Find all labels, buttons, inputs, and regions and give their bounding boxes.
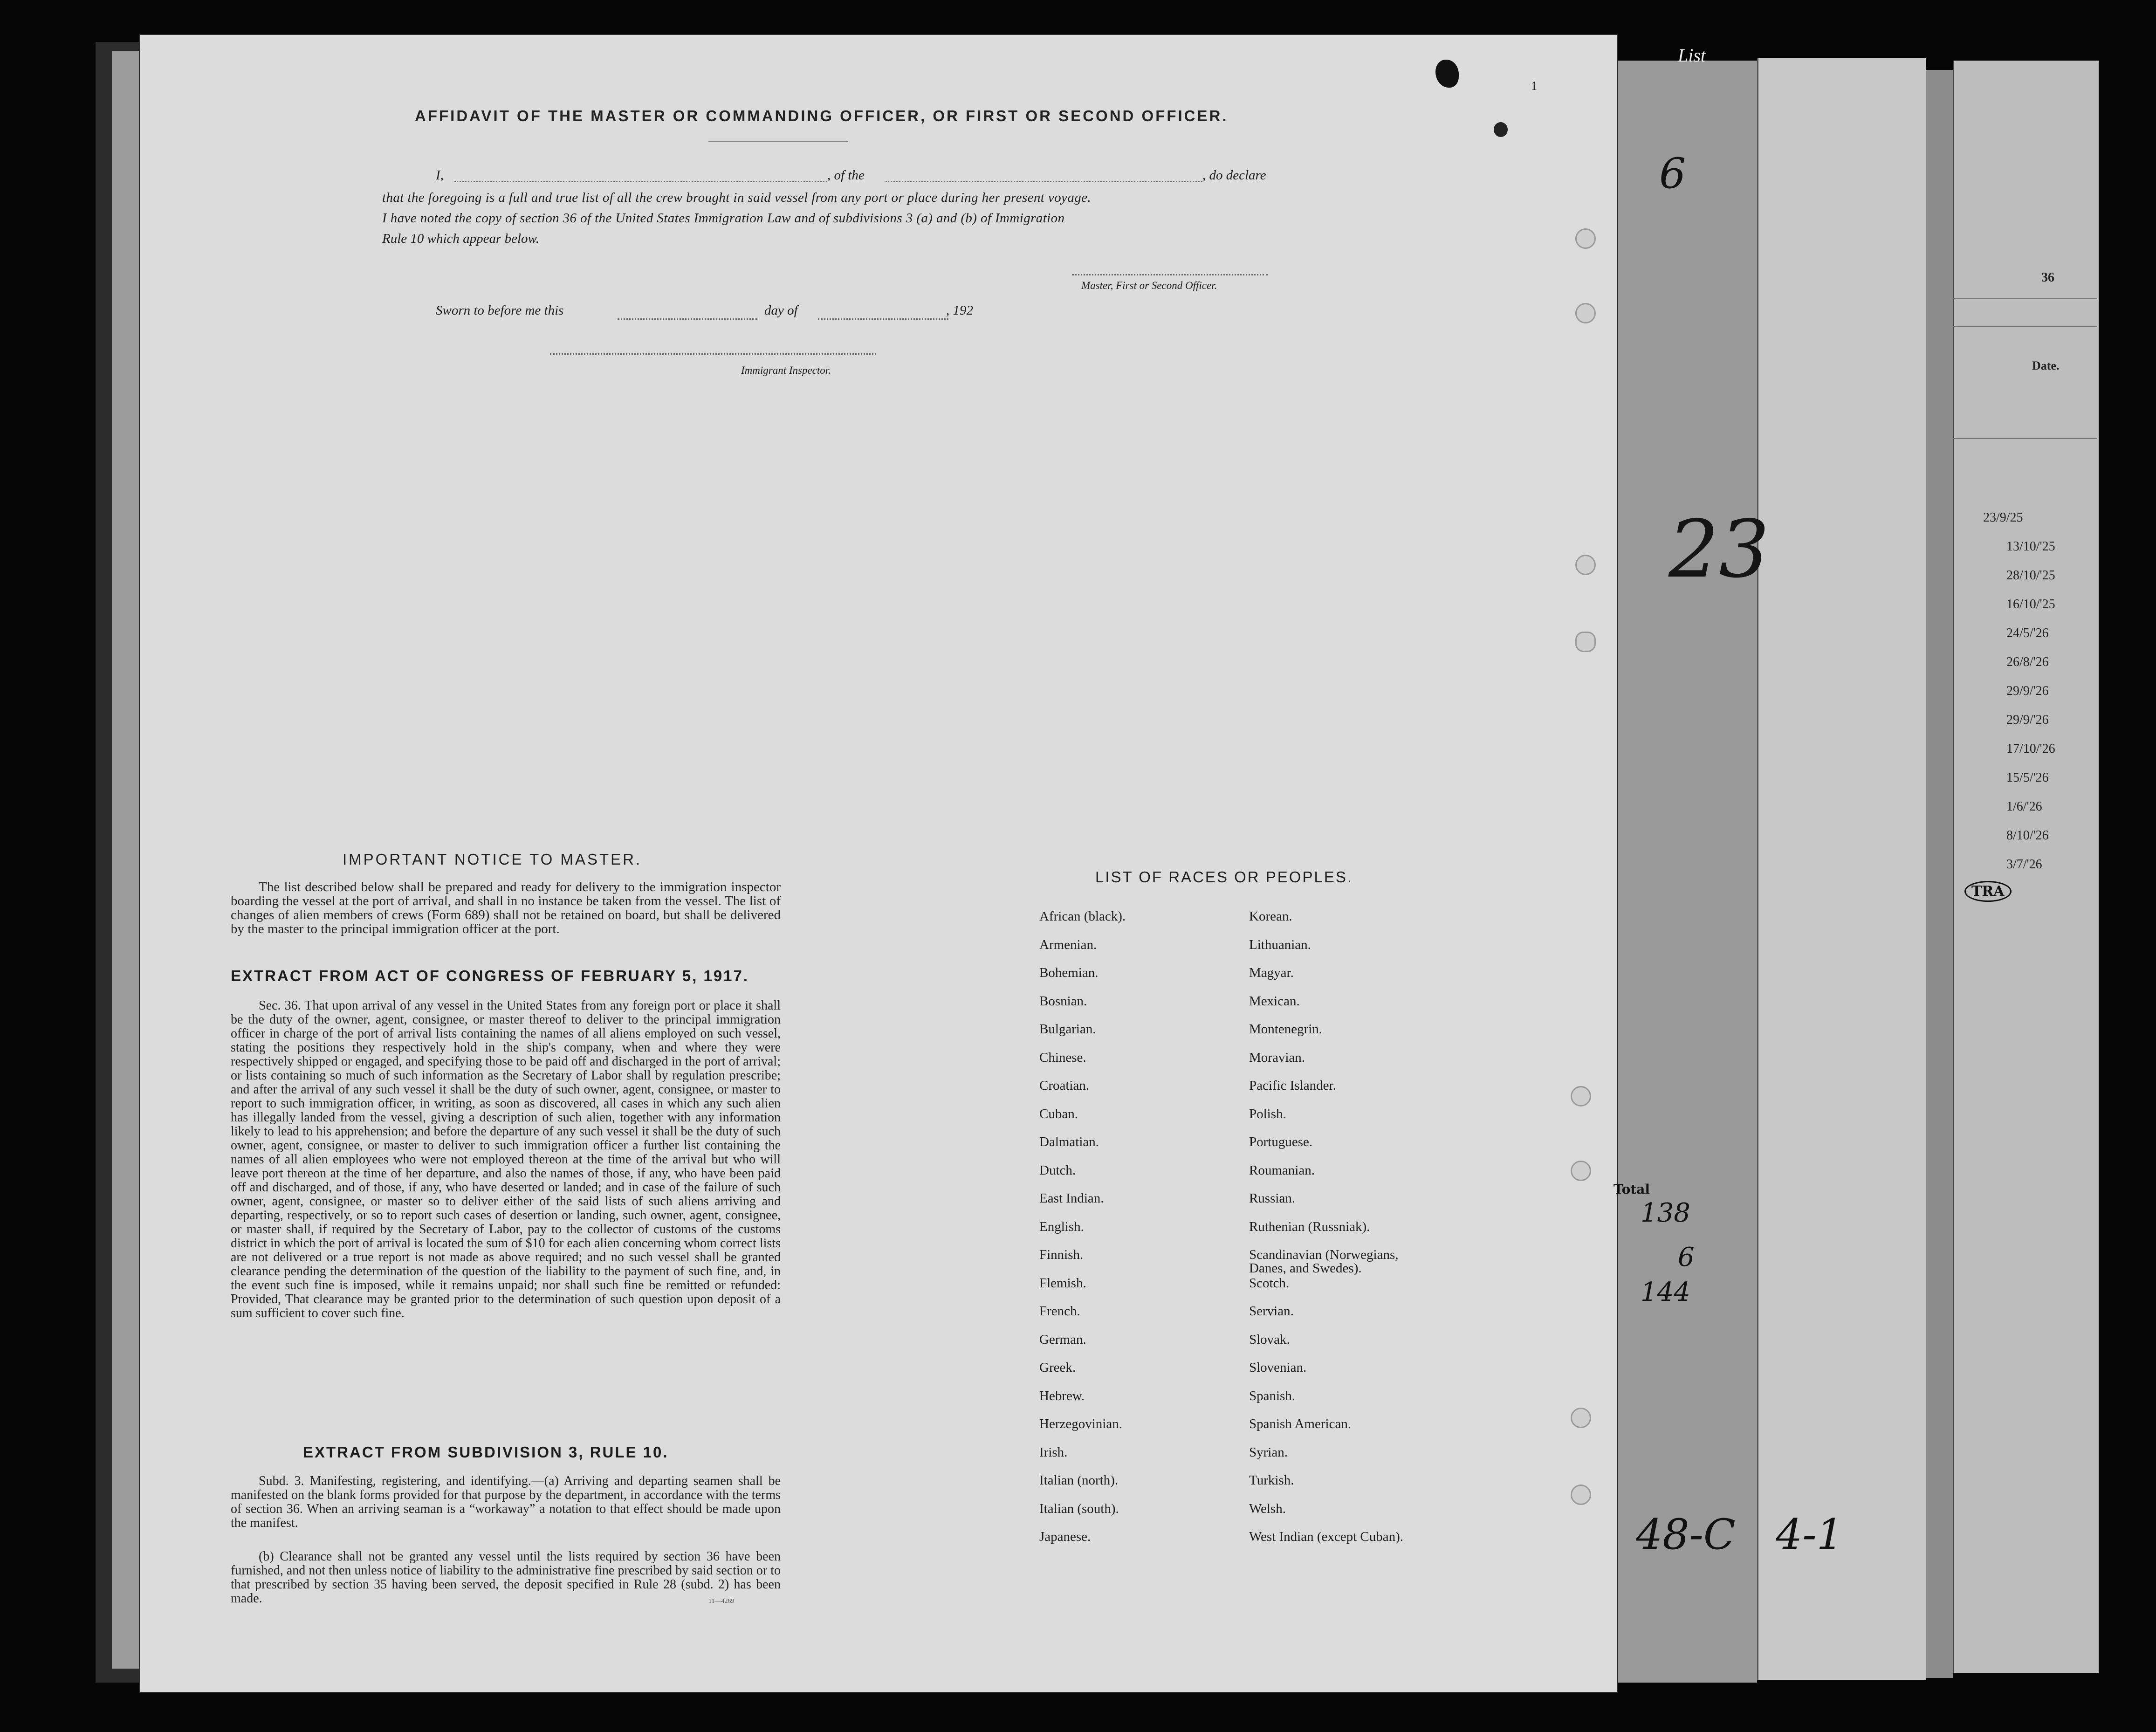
race-item: Dutch.	[1039, 1162, 1076, 1178]
ledger-date: 15/5/'26	[2006, 770, 2049, 785]
form-code: 11—4269	[708, 1598, 735, 1605]
race-item: Bulgarian.	[1039, 1022, 1096, 1037]
ledger-date-header: Date.	[2032, 359, 2060, 372]
race-item: Korean.	[1249, 909, 1292, 924]
punch-hole	[1571, 1161, 1591, 1181]
race-item: Scandinavian (Norwegians,	[1249, 1247, 1399, 1262]
race-item: African (black).	[1039, 909, 1126, 924]
inspector-label: Immigrant Inspector.	[741, 364, 831, 376]
ledger-page-number: 36	[2041, 270, 2054, 285]
handwritten-total-1: 138	[1641, 1198, 1690, 1228]
race-item: Chinese.	[1039, 1050, 1086, 1065]
race-item: Pacific Islander.	[1249, 1078, 1336, 1093]
sworn-month-line	[818, 318, 948, 320]
race-item: English.	[1039, 1219, 1084, 1234]
ledger-date: 29/9/'26	[2006, 684, 2049, 698]
ledger-date: 13/10/'25	[2006, 539, 2055, 554]
ledger-date: 1/6/'26	[2006, 799, 2042, 814]
notice-body: The list described below shall be prepared and ready for delivery to the immigration inspector boarding the vessel at the port of arrival, and shall in no instance be taken from the vessel. The list of changes of alien members of crews (Form 689) shall not be retained on board, but shall be delivered by the master to the principal immigration officer at the port.	[231, 880, 781, 936]
ledger-date: 16/10/'25	[2006, 597, 2055, 612]
ledger-rule	[1953, 326, 2097, 327]
race-item: Slovak.	[1249, 1332, 1290, 1347]
master-label: Master, First or Second Officer.	[1081, 280, 1217, 291]
notice-title: IMPORTANT NOTICE TO MASTER.	[343, 851, 642, 868]
title-divider	[708, 141, 848, 142]
ledger-date: 29/9/'26	[2006, 713, 2049, 727]
inspector-signature-line	[550, 353, 876, 355]
race-item: German.	[1039, 1332, 1086, 1347]
race-item: Ruthenian (Russniak).	[1249, 1219, 1370, 1234]
act-extract-body: Sec. 36. That upon arrival of any vessel in the United States from any foreign port or place it shall be the duty of the owner, agent, consignee, or master thereof to deliver to the principal immigration officer in charge of the port of arrival lists containing the names of all aliens employed on such vessel, stating the positions they respectively hold in the ship's company, when and where they were respectively shipped or engaged, and specifying those to be paid off and discharged in the port of arrival; or lists containing so much of such information as the Secretary of Labor shall by regulation prescribe; and after the arrival of any such vessel it shall be the duty of such owner, agent, consignee, or master to report to such immigration officer, in writing, as soon as discovered, all cases in which any such alien has illegally landed from the vessel, giving a description of such alien, together with any information likely to lead to his apprehension; and before the departure of any such vessel it shall be the duty of such owner, agent, consignee, or master to deliver to such immigration officer a further list containing the names of all alien employees who were not employed thereon at the time of the arrival but who will leave port thereon at the time of her departure, and also the names of those, if any, who have been paid off and discharged, and of those, if any, who have deserted or landed; and in case of the failure of such owner, agent, consignee, or master so to deliver either of the said lists of such aliens arriving and departing, respectively, or so to report such cases of desertion or landing, such owner, agent, consignee, or master shall, if required by the Secretary of Labor, pay to the collector of customs of the customs district in which the port of arrival is located the sum of $10 for each alien concerning whom correct lists are not delivered or a true report is not made as above required; and no such vessel shall be granted clearance pending the determination of the question of the liability to the payment of such fine, and, in the event such fine is imposed, while it remains unpaid; nor shall such fine be remitted or refunded: Provided, That clearance may be granted prior to the determination of such question upon deposit of a sum sufficient to cover such fine.	[231, 998, 781, 1320]
ledger-date: 3/7/'26	[2006, 857, 2042, 872]
punch-hole	[1571, 1408, 1591, 1428]
race-item: Montenegrin.	[1249, 1022, 1323, 1037]
race-item: Herzegovinian.	[1039, 1416, 1122, 1431]
races-title: LIST OF RACES OR PEOPLES.	[1095, 868, 1353, 886]
ledger-date: 17/10/'26	[2006, 742, 2055, 756]
race-item: Croatian.	[1039, 1078, 1090, 1093]
race-item: Roumanian.	[1249, 1162, 1315, 1178]
handwritten-total-3: 144	[1641, 1277, 1690, 1307]
rule-extract-body-b: (b) Clearance shall not be granted any vessel until the lists required by section 36 have been furnished, and not then unless notice of liability to the administrative fine prescribed by said section or to that prescribed by section 35 having been served, the deposit specified in Rule 28 (subd. 2) has been made.	[231, 1549, 781, 1606]
affidavit-line-1: that the foregoing is a full and true list of all the crew brought in said vessel from any port or place during her present voyage.	[382, 190, 1092, 205]
race-item: Spanish American.	[1249, 1416, 1352, 1431]
year-label: , 192	[946, 303, 973, 318]
sworn-day-line	[618, 318, 757, 320]
race-item: Italian (north).	[1039, 1473, 1119, 1488]
race-item: Polish.	[1249, 1106, 1286, 1121]
shaded-page-strip	[1617, 61, 1757, 1683]
race-item: Bohemian.	[1039, 965, 1099, 980]
race-item: East Indian.	[1039, 1191, 1104, 1206]
list-label: List	[1678, 45, 1706, 66]
punch-hole	[1571, 1086, 1591, 1107]
race-item: Hebrew.	[1039, 1388, 1085, 1403]
race-item: Japanese.	[1039, 1529, 1091, 1544]
ledger-date: 23/9/25	[1983, 510, 2023, 525]
page-mark: 1	[1531, 79, 1537, 93]
race-item: Moravian.	[1249, 1050, 1305, 1065]
race-item: Spanish.	[1249, 1388, 1296, 1403]
handwritten-number: 23	[1668, 503, 1770, 596]
folded-page-strip	[1757, 58, 1926, 1680]
race-item: French.	[1039, 1304, 1080, 1319]
ledger-date: 24/5/'26	[2006, 626, 2049, 640]
race-item: West Indian (except Cuban).	[1249, 1529, 1404, 1544]
race-item: Finnish.	[1039, 1247, 1084, 1262]
punch-hole	[1575, 555, 1596, 575]
sworn-label: Sworn to before me this	[436, 303, 564, 318]
name-line	[454, 181, 827, 182]
affidavit-of-the: , of the	[827, 168, 865, 183]
ledger-rule	[1953, 298, 2097, 299]
rule-extract-body-a: Subd. 3. Manifesting, registering, and identifying.—(a) Arriving and departing seamen shall be manifested on the blank forms provided for that purpose by the department, in accordance with the terms of section 36. When an arriving seaman is a “workaway” a notation to that effect should be made upon the manifest.	[231, 1474, 781, 1530]
punch-hole	[1575, 632, 1596, 652]
day-of-label: day of	[764, 303, 798, 318]
handwritten-total-2: 6	[1678, 1242, 1695, 1272]
race-item: Cuban.	[1039, 1106, 1078, 1121]
affidavit-i: I,	[436, 168, 444, 183]
ledger-date: 8/10/'26	[2006, 828, 2049, 843]
race-item: Turkish.	[1249, 1473, 1294, 1488]
ledger-date: 28/10/'25	[2006, 568, 2055, 583]
race-item: Portuguese.	[1249, 1134, 1313, 1149]
page-strip	[1925, 70, 1953, 1678]
punch-hole	[1575, 228, 1596, 249]
punch-hole	[1575, 303, 1596, 323]
race-item: Servian.	[1249, 1304, 1294, 1319]
handwritten-bottom-left: 48-C	[1636, 1510, 1736, 1559]
race-item: Russian.	[1249, 1191, 1296, 1206]
ink-dot	[1494, 122, 1508, 137]
race-item: Bosnian.	[1039, 993, 1087, 1009]
affidavit-line-2: I have noted the copy of section 36 of the United States Immigration Law and of subdivisions 3 (a) and (b) of Immigration	[382, 211, 1065, 226]
master-signature-line	[1072, 274, 1268, 275]
race-item: Armenian.	[1039, 937, 1097, 952]
totals-label: Total	[1614, 1182, 1650, 1197]
race-item: Greek.	[1039, 1360, 1076, 1375]
affidavit-title: AFFIDAVIT OF THE MASTER OR COMMANDING OFFICER, OR FIRST OR SECOND OFFICER.	[415, 107, 1229, 124]
ledger-rule	[1953, 438, 2097, 439]
rule-extract-title: EXTRACT FROM SUBDIVISION 3, RULE 10.	[303, 1443, 669, 1461]
ledger-date: 26/8/'26	[2006, 655, 2049, 669]
handwritten-tra: TRA	[1964, 881, 2012, 902]
vessel-line	[886, 181, 1202, 182]
affidavit-declare: , do declare	[1202, 168, 1266, 183]
race-item: Mexican.	[1249, 993, 1300, 1009]
affidavit-line-3: Rule 10 which appear below.	[382, 231, 539, 246]
race-item: Syrian.	[1249, 1444, 1288, 1460]
act-extract-title: EXTRACT FROM ACT OF CONGRESS OF FEBRUARY 5, 1917.	[231, 967, 749, 984]
punch-hole	[1571, 1485, 1591, 1505]
race-item: Flemish.	[1039, 1275, 1086, 1291]
race-item: Italian (south).	[1039, 1501, 1119, 1516]
race-item: Danes, and Swedes).	[1249, 1261, 1362, 1276]
race-item: Lithuanian.	[1249, 937, 1311, 952]
race-item: Dalmatian.	[1039, 1134, 1099, 1149]
race-item: Welsh.	[1249, 1501, 1286, 1516]
race-item: Irish.	[1039, 1444, 1068, 1460]
race-item: Magyar.	[1249, 965, 1294, 980]
handwritten-bottom-right: 4-1	[1776, 1510, 1843, 1559]
race-item: Scotch.	[1249, 1275, 1290, 1291]
handwritten-mark: 6	[1659, 149, 1686, 198]
race-item: Slovenian.	[1249, 1360, 1307, 1375]
